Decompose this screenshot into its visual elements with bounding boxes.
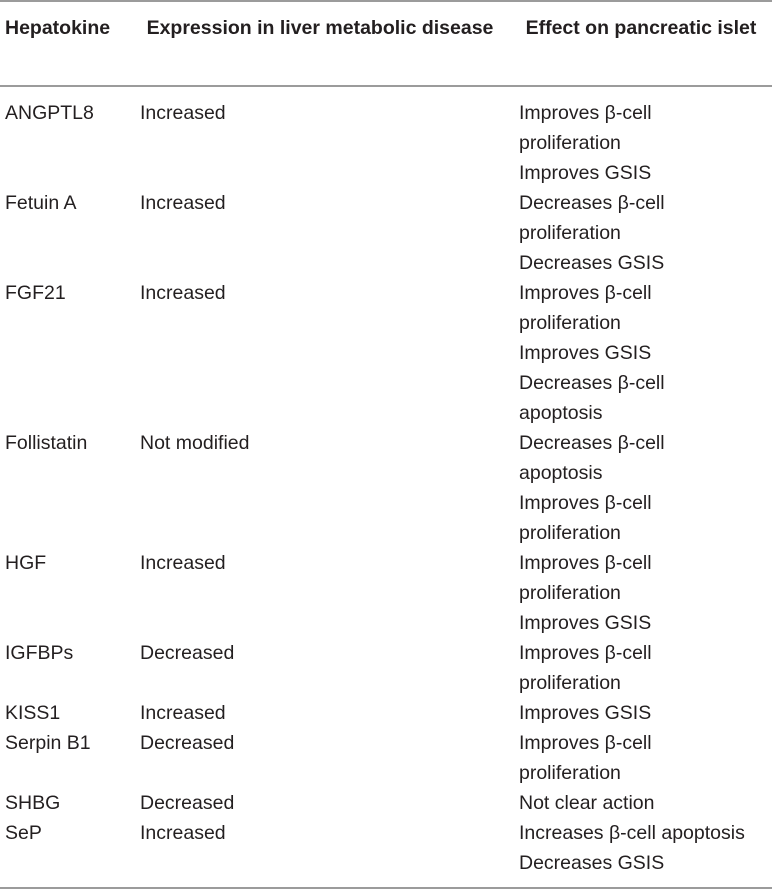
table-bottom-rule xyxy=(0,887,772,889)
effect-line: Not clear action xyxy=(519,792,655,814)
effect-line: Improves β-cell xyxy=(519,282,652,304)
effect-cell xyxy=(519,818,772,878)
effect-line: Improves β-cell xyxy=(519,552,652,574)
hepatokine-name: IGFBPs xyxy=(5,642,74,664)
header-effect: Effect on pancreatic islet xyxy=(525,17,757,39)
hepatokine-name: HGF xyxy=(5,552,47,574)
hepatokine-name: Follistatin xyxy=(5,432,88,454)
effect-line: proliferation xyxy=(519,672,621,694)
expression-value: Increased xyxy=(140,102,226,124)
effect-line: proliferation xyxy=(519,312,621,334)
effect-line: Improves β-cell xyxy=(519,642,652,664)
effect-cell xyxy=(519,98,772,188)
table-top-rule xyxy=(0,0,772,2)
expression-value: Increased xyxy=(140,552,226,574)
effect-cell xyxy=(519,698,772,728)
effect-line: Improves GSIS xyxy=(519,162,652,184)
effect-line: proliferation xyxy=(519,582,621,604)
header-rule xyxy=(0,85,772,87)
effect-cell xyxy=(519,428,772,548)
expression-value: Increased xyxy=(140,702,226,724)
effect-cell xyxy=(519,548,772,638)
effect-line: Increases β-cell apoptosis xyxy=(519,822,745,844)
effect-line: Improves GSIS xyxy=(519,702,652,724)
expression-value: Not modified xyxy=(140,432,250,454)
effect-line: Decreases β-cell xyxy=(519,192,665,214)
effect-cell xyxy=(519,788,772,818)
effect-line: proliferation xyxy=(519,222,621,244)
hepatokine-name: ANGPTL8 xyxy=(5,102,94,124)
effect-line: proliferation xyxy=(519,522,621,544)
effect-line: Improves GSIS xyxy=(519,342,652,364)
hepatokine-name: SeP xyxy=(5,822,42,844)
expression-value: Decreased xyxy=(140,642,235,664)
effect-cell xyxy=(519,638,772,698)
hepatokine-name: SHBG xyxy=(5,792,61,814)
header-expression: Expression in liver metabolic disease xyxy=(146,17,494,39)
effect-cell xyxy=(519,728,772,788)
effect-line: proliferation xyxy=(519,132,621,154)
effect-cell xyxy=(519,278,772,428)
effect-line: Decreases GSIS xyxy=(519,252,665,274)
effect-line: apoptosis xyxy=(519,402,603,424)
effect-cell xyxy=(519,188,772,278)
effect-line: Improves GSIS xyxy=(519,612,652,634)
expression-value: Increased xyxy=(140,192,226,214)
effect-line: Decreases β-cell xyxy=(519,372,665,394)
expression-value: Increased xyxy=(140,822,226,844)
effect-line: proliferation xyxy=(519,762,621,784)
effect-line: Improves β-cell xyxy=(519,732,652,754)
hepatokine-name: Serpin B1 xyxy=(5,732,91,754)
expression-value: Decreased xyxy=(140,792,235,814)
effect-line: Decreases GSIS xyxy=(519,852,665,874)
hepatokine-name: Fetuin A xyxy=(5,192,77,214)
effect-line: Improves β-cell xyxy=(519,492,652,514)
effect-line: Decreases β-cell xyxy=(519,432,665,454)
effect-line: apoptosis xyxy=(519,462,603,484)
hepatokine-name: FGF21 xyxy=(5,282,66,304)
effect-line: Improves β-cell xyxy=(519,102,652,124)
expression-value: Increased xyxy=(140,282,226,304)
expression-value: Decreased xyxy=(140,732,235,754)
hepatokine-name: KISS1 xyxy=(5,702,61,724)
header-hepatokine: Hepatokine xyxy=(5,17,111,39)
